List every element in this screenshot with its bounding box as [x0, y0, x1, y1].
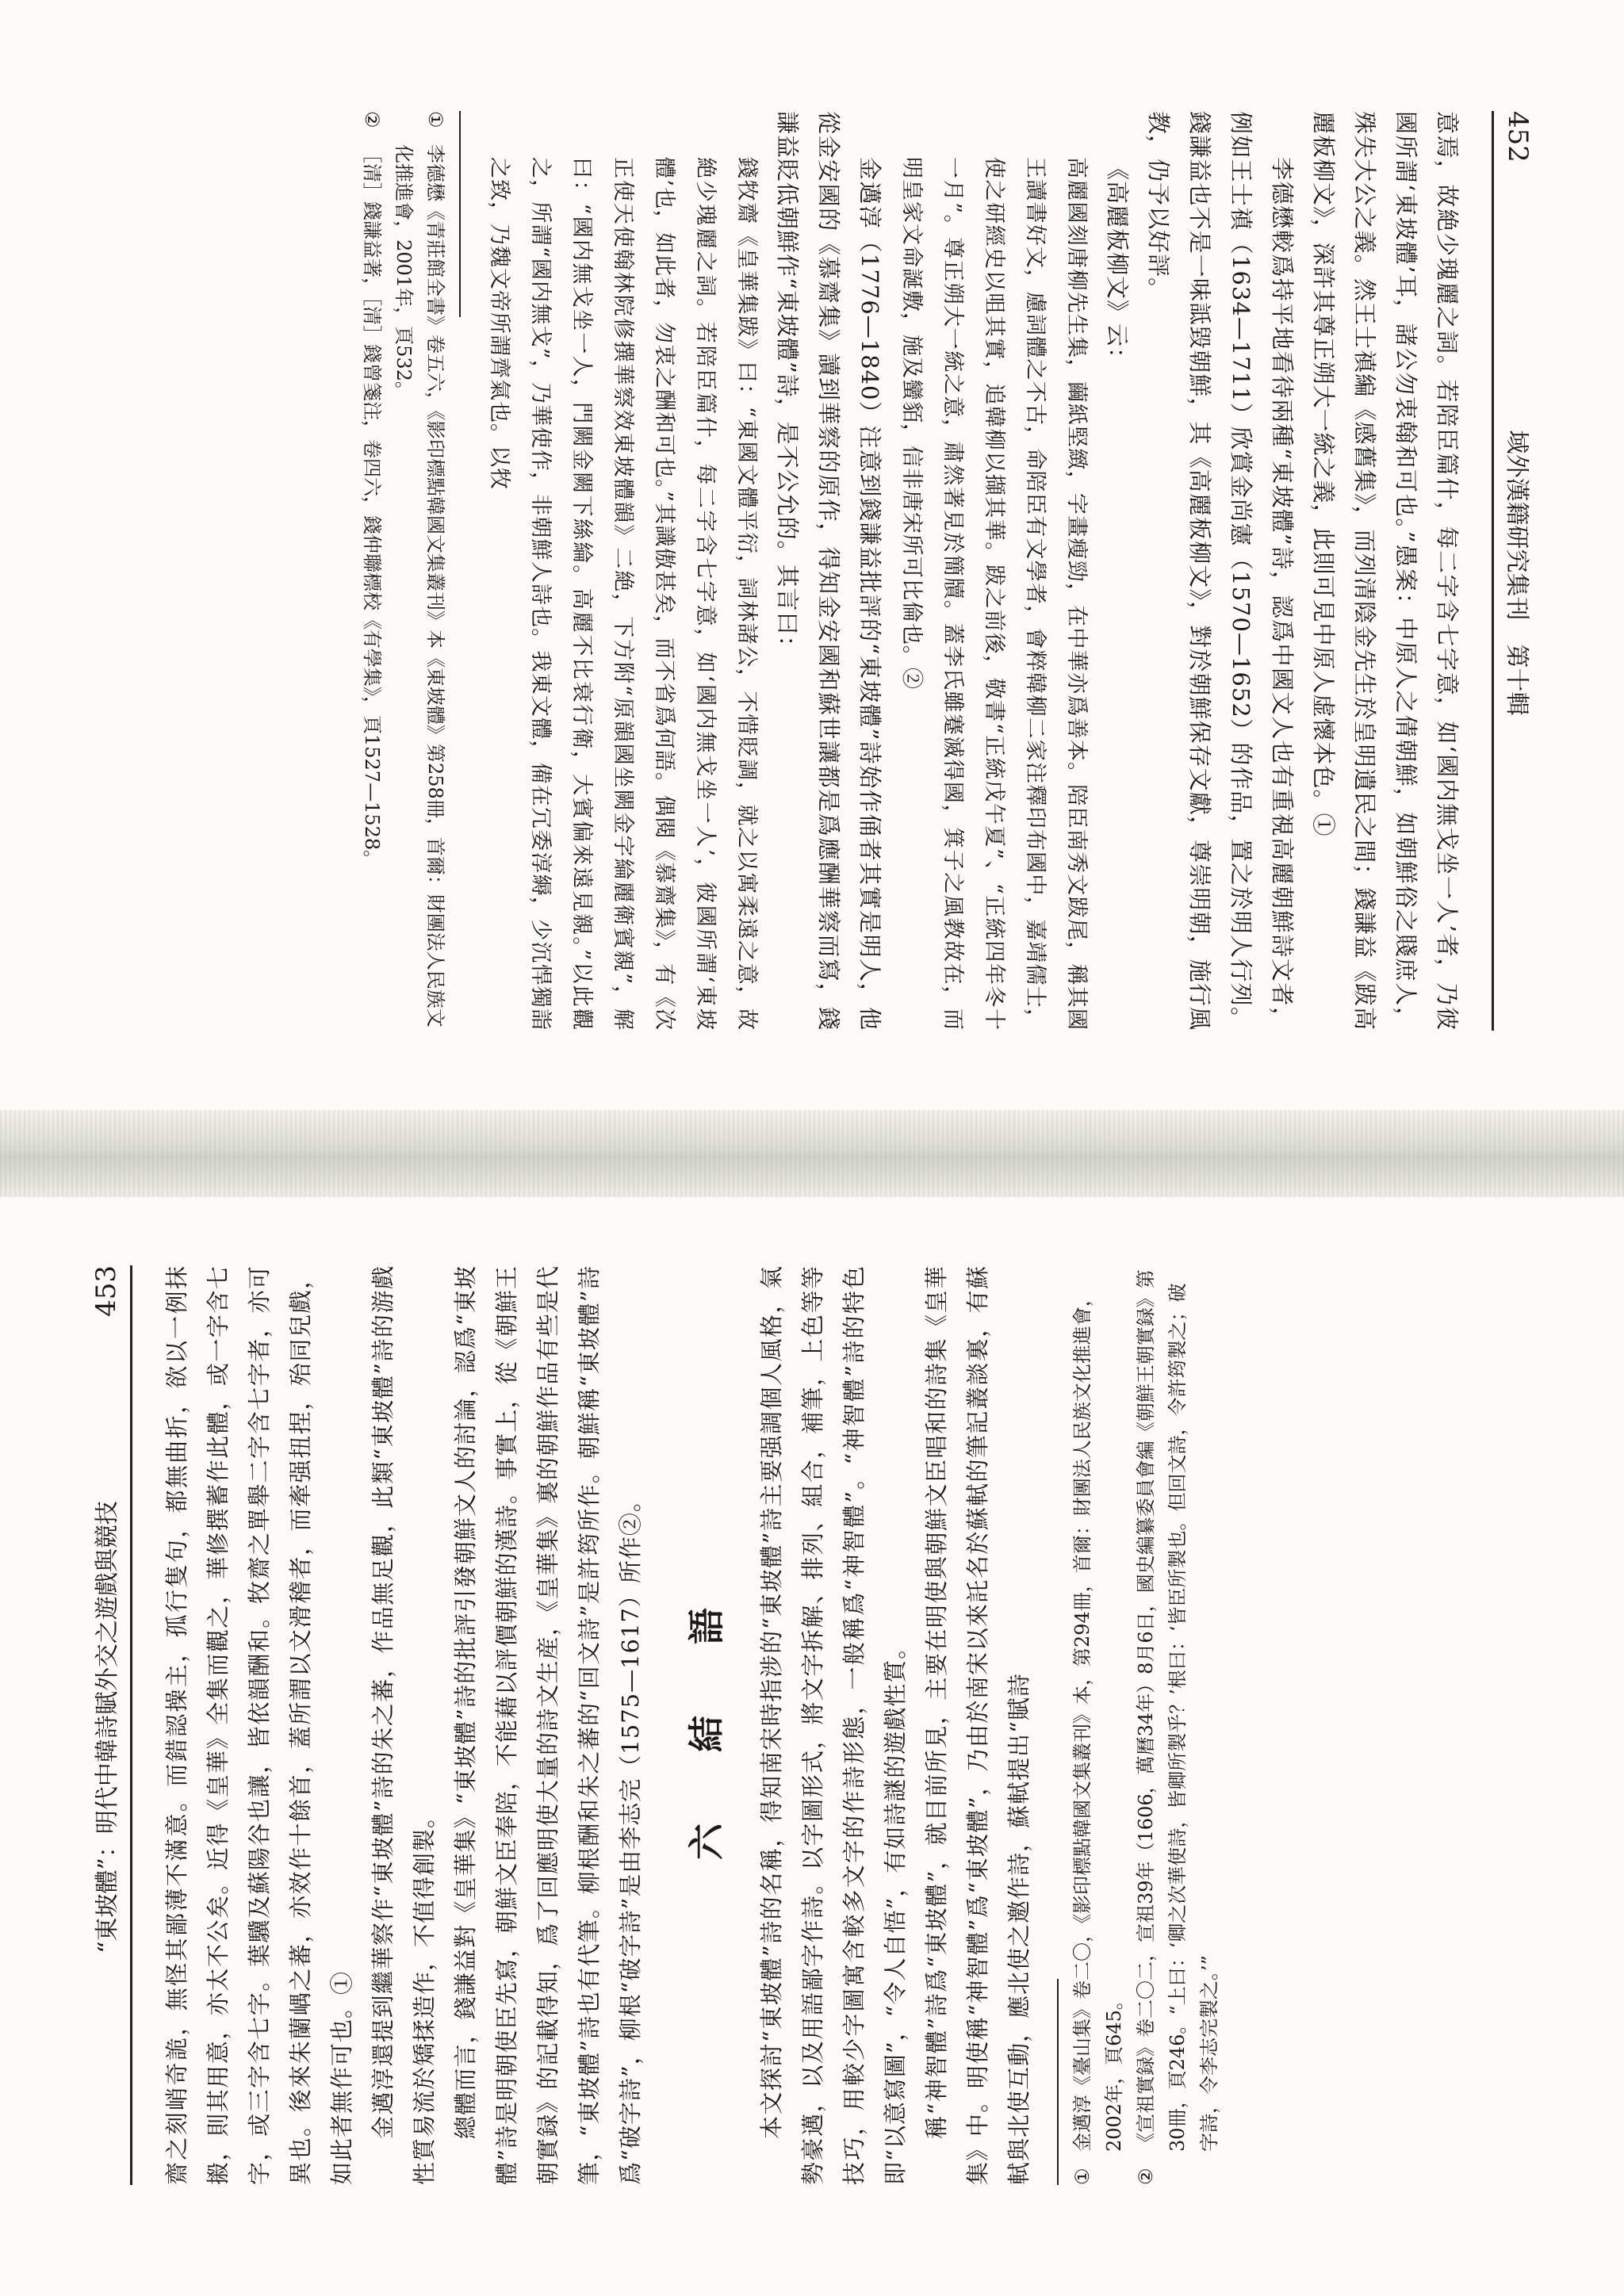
paragraph: 李德懋較爲持平地看待兩種“東坡體”詩，認爲中國文人也有重視高麗朝鮮詩文者，例如王士禛（1634—1711）欣賞金尚憲（1570—1652）的作品，置之於明人行列。錢謙益也不是一味詆毀朝鮮，其《高麗板柳文》，對於朝鮮保存文獻，尊崇明朝，施行風教，仍予以好評。	[1145, 111, 1296, 1031]
footnotes	[356, 111, 451, 1031]
footnote-text: 《宣祖實録》卷二〇二，宣祖39年（1606，萬曆34年）8月6日，國史編纂委員會編《朝鮮王朝實録》第30冊，頁246。“上曰：‘卿之次華使詩，皆卿所製乎？’根曰：‘皆臣所製也。但回文詩，令許筠製之；破字詩，令李志完製之。’”	[1135, 1269, 1220, 2152]
footnote-mark: ①	[424, 111, 446, 128]
page-453	[0, 1148, 1624, 2296]
footnote-mark: ②	[361, 111, 383, 128]
footnote-rule	[459, 111, 461, 317]
paragraph: 金邁淳（1776—1840）注意到錢謙益批評的“東坡體”詩始作俑者其實是明人，他從金安國的《慕齋集》讀到華察的原作，得知金安國和蘇世讓都是爲應酬華察而寫，錢謙益貶低朝鮮作“東坡體”詩，是不公允的。其言曰：	[774, 111, 883, 1031]
footnote-rule	[1057, 1979, 1059, 2185]
footnote-mark: ②	[1135, 2168, 1157, 2185]
paragraph: 意焉，故絶少瑰麗之詞。若陪臣篇什，每二字含七字意，如‘國内無戈坐一人’者，乃彼國所謂‘東坡體’耳，諸公勿衷翰和可也。”愚案：中原人之倩朝鮮，如朝鮮俗之賤庶人，殊失大公之義。然王士禛編《感舊集》，而列清陰金先生於皇明遺民之間；錢謙益《跋高麗板柳文》，深許其尊正朔大一統之義，此則可見中原人虚懷本色。①	[1310, 111, 1461, 1031]
body-text	[156, 1265, 651, 2185]
book-gutter	[0, 1110, 1624, 1197]
footnote	[388, 111, 451, 1031]
running-head-title: 域外漢籍研究集刊 第十輯	[1503, 430, 1530, 716]
footnote	[1067, 1265, 1130, 2185]
footnote-mark: ①	[1071, 2168, 1094, 2185]
paragraph: 金邁淳還提到繼華察作“東坡體”詩的朱之蕃，作品無足觀，此類“東坡體”詩的游戲性質易流於矯揉造作，不值得創製。	[370, 1265, 438, 2185]
running-head	[1492, 111, 1537, 1031]
footnote-text: 金邁淳《臺山集》卷二〇，《影印標點韓國文集叢刊》本，第294冊，首爾：財團法人民族文化推進會，2002年，頁645。	[1071, 1288, 1125, 2152]
block-quote: 錢牧齋《皇華集跋》曰：“東國文體平衍，詞林諸公，不惜貶調，就之以寓柔遠之意，故絶少瑰麗之詞。若陪臣篇什，每二字含七字意，如‘國内無戈坐一人’，彼國所謂‘東坡體’也，如此者，勿衷之酬和可也。”其識傲甚矣，而不省爲何語。偶閱《慕齋集》，有《次正使天使翰林院修撰華察效東坡體韻》二絶，下方附“原韻國坐闕金字綸麗衛賓親”，解曰：“國内無戈坐一人，門闕金闕下絲綸。高麗不比衰行衛，大賓偏來遠見親。”以此觀之，所謂“國内無戈”，乃華使作，非朝鮮人詩也。我東文體，備在冗委淳縟，少沉悍獨詣之致，乃魏文帝所謂齊氣也。以牧	[487, 157, 759, 1031]
section-heading: 六 結 語	[685, 1590, 728, 1860]
block-quote: 高麗國刻唐柳先生集，繭紙堅緻，字畫瘦勁，在中華亦爲善本。陪臣南秀文跋尾，稱其國王讀書好文，慮詞體之不古，命陪臣有文學者，會粹韓柳二家注釋印布國中，嘉靖儒士，使之研經史以咀其實，追韓柳以擷其華。跋之前後，敬書“正統戊午夏”、“正統四年冬十一月”。尊正朔大一統之意，肅然著見於簡牘。蓋李氏雖蹇滅得國，箕子之風教故在，而明皇家文命誕敷，施及蠻貊，信非唐宋所可比倫也。②	[899, 157, 1089, 1031]
footnote	[356, 111, 388, 1031]
running-head	[87, 1265, 132, 2185]
page-number: 452	[1502, 111, 1534, 163]
footnote-text: 李德懋《青莊館全書》卷五六，《影印標點韓國文集叢刊》本《東坡體》第258冊，首爾：財團法人民族文化推進會，2001年，頁532。	[393, 144, 446, 1027]
page-number: 453	[90, 1265, 122, 1317]
paragraph: 齋之刻峭奇詭，無怪其鄙薄不滿意。而錯認操主，孤行隻句，都無曲折，欲以一例抹摋，則其用意，亦太不公矣。近得《皇華》全集而觀之，華修撰蓄作此體，或一字含七字，或三字含七字。葉驥及蘇陽谷也讓，皆依韻酬和。牧齋之單舉二字含七字者，亦可異也。後來朱蘭嵎之蕃，亦效作十餘首，蓋所謂以文滑稽者，而牽强扭捏，殆同兒戲，如此者無作可也。①	[163, 1265, 355, 2185]
footnote	[1130, 1265, 1225, 2185]
running-head-title: “東坡體”：明代中韓詩賦外交之遊戲與競技	[94, 1501, 121, 1954]
paragraph: 本文探討“東坡體”詩的名稱，得知南宋時指涉的“東坡體”詩主要强調個人風格，氣勢豪邁，以及用語鄙字作詩。以字圖形式，將文字拆解、排列、組合，補筆，上色等等技巧，用較少字圖寓含較多文字的作詩形態，一般稱爲“神智體”。“神智體”詩的特色即“以意寫圖”，“令人自悟”，有如詩謎的遊戲性質。	[758, 1265, 909, 2185]
paragraph: 總體而言，錢謙益對《皇華集》“東坡體”詩的批評引發朝鮮文人的討論，認爲“東坡體”詩是明朝使臣先寫，朝鮮文臣奉陪，不能藉以評價朝鮮的漢詩。事實上，從《朝鮮王朝實録》的記載得知，爲了回應明使大量的詩文生産，《皇華集》裏的朝鮮作品有些是代筆，“東坡體”詩也有代筆。柳根酬和朱之蕃的“回文詩”是許筠所作。朝鮮稱“東坡體”詩爲“破字詩”，柳根“破字詩”是由李志完（1575—1617）所作②。	[452, 1265, 644, 2185]
paragraph: 《高麗板柳文》云：	[1104, 157, 1131, 372]
body-text	[751, 1265, 1040, 2185]
body-text	[478, 111, 1468, 1031]
paragraph: 稱“神智體”詩爲“東坡體”，就目前所見，主要在明使與朝鮮文臣唱和的詩集《皇華集》中。明使稱“神智體”爲“東坡體”，乃由於南宋以來託名於蘇軾的筆記叢談裏，有蘇軾與北使互動，應北使之邀作詩，蘇軾提出“賦詩	[923, 1265, 1032, 2185]
footnote-text: ［清］錢謙益著，［清］錢曾箋注，卷四六，錢仲聯標校《有學集》，頁1527—1528。	[361, 144, 383, 870]
footnotes	[1067, 1265, 1225, 2185]
